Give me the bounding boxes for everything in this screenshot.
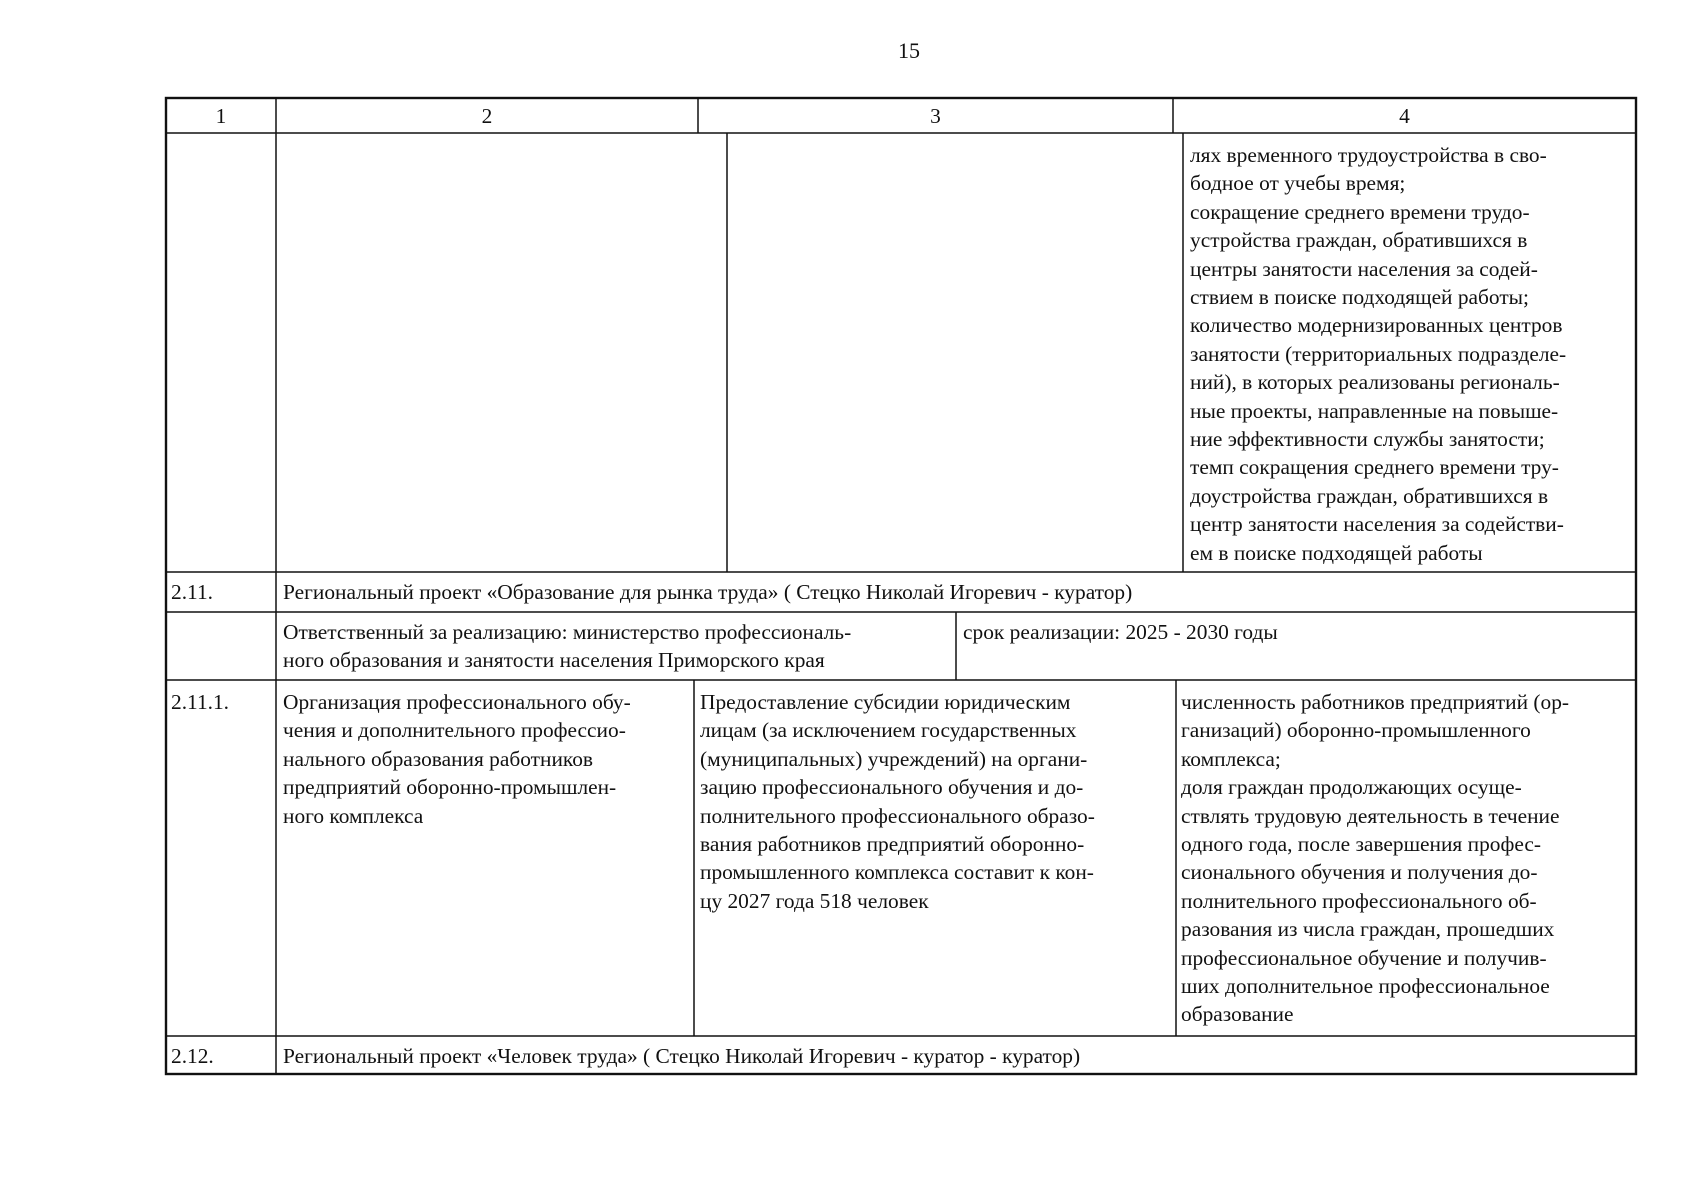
row-2-11-1-number: 2.11.1. (171, 690, 230, 714)
section-2-11-title: Региональный проект «Образование для рынка труда» ( Стецко Николай Игоревич - куратор) (283, 580, 1133, 604)
section-2-11-number: 2.11. (171, 580, 213, 604)
section-2-11-responsible: Ответственный за реализацию: министерство профессиональ- ного образования и занятости населения Приморского края (283, 620, 852, 673)
header-col-3: 3 (930, 104, 941, 128)
row-2-11-1-indicators: численность работников предприятий (ор- ганизаций) оборонно-промышленного комплекса; доля граждан продолжающих осуще- ствлять трудовую деятельность в течение одного года, после завершения профес- сионального обучения и получения до- полнительного профессионального об- разования из числа граждан, прошедших профессиональное обучение и получив- ших дополнительное профессиональное образование (1181, 690, 1570, 1027)
page-number: 15 (898, 38, 920, 63)
header-col-4: 4 (1399, 104, 1410, 128)
row-2-11-1-result: Предоставление субсидии юридическим лицам (за исключением государственных (муниципальных) учреждений) на органи- зацию профессионального обучения и до- полнительного профессионального образо- вания работников предприятий оборонно- промышленного комплекса составит к кон- цу 2027 года 518 человек (700, 690, 1095, 913)
header-col-2: 2 (481, 104, 493, 128)
continued-row-col4-text: лях временного трудоустройства в сво- бодное от учебы время; сокращение среднего времени трудо- устройства граждан, обратившихся в центры занятости населения за содей- ствием в поиске подходящей работы; количество модернизированных центров занятости (территориальных подразделе- ний), в которых реализованы региональ- ные проекты, направленные на повыше- ние эффективности службы занятости; темп сокращения среднего времени тру- доустройства граждан, обратившихся в центр занятости населения за содействи- ем в поиске подходящей работы (1190, 143, 1567, 565)
section-2-11-term: срок реализации: 2025 - 2030 годы (963, 620, 1278, 644)
section-2-12-title: Региональный проект «Человек труда» ( Стецко Николай Игоревич - куратор - куратор) (283, 1044, 1081, 1068)
section-2-12-number: 2.12. (171, 1044, 214, 1068)
header-col-1: 1 (215, 104, 227, 128)
row-2-11-1-activity: Организация профессионального обу- чения и дополнительного профессио- нального образования работников предприятий оборонно-промышлен- ного комплекса (283, 690, 631, 828)
